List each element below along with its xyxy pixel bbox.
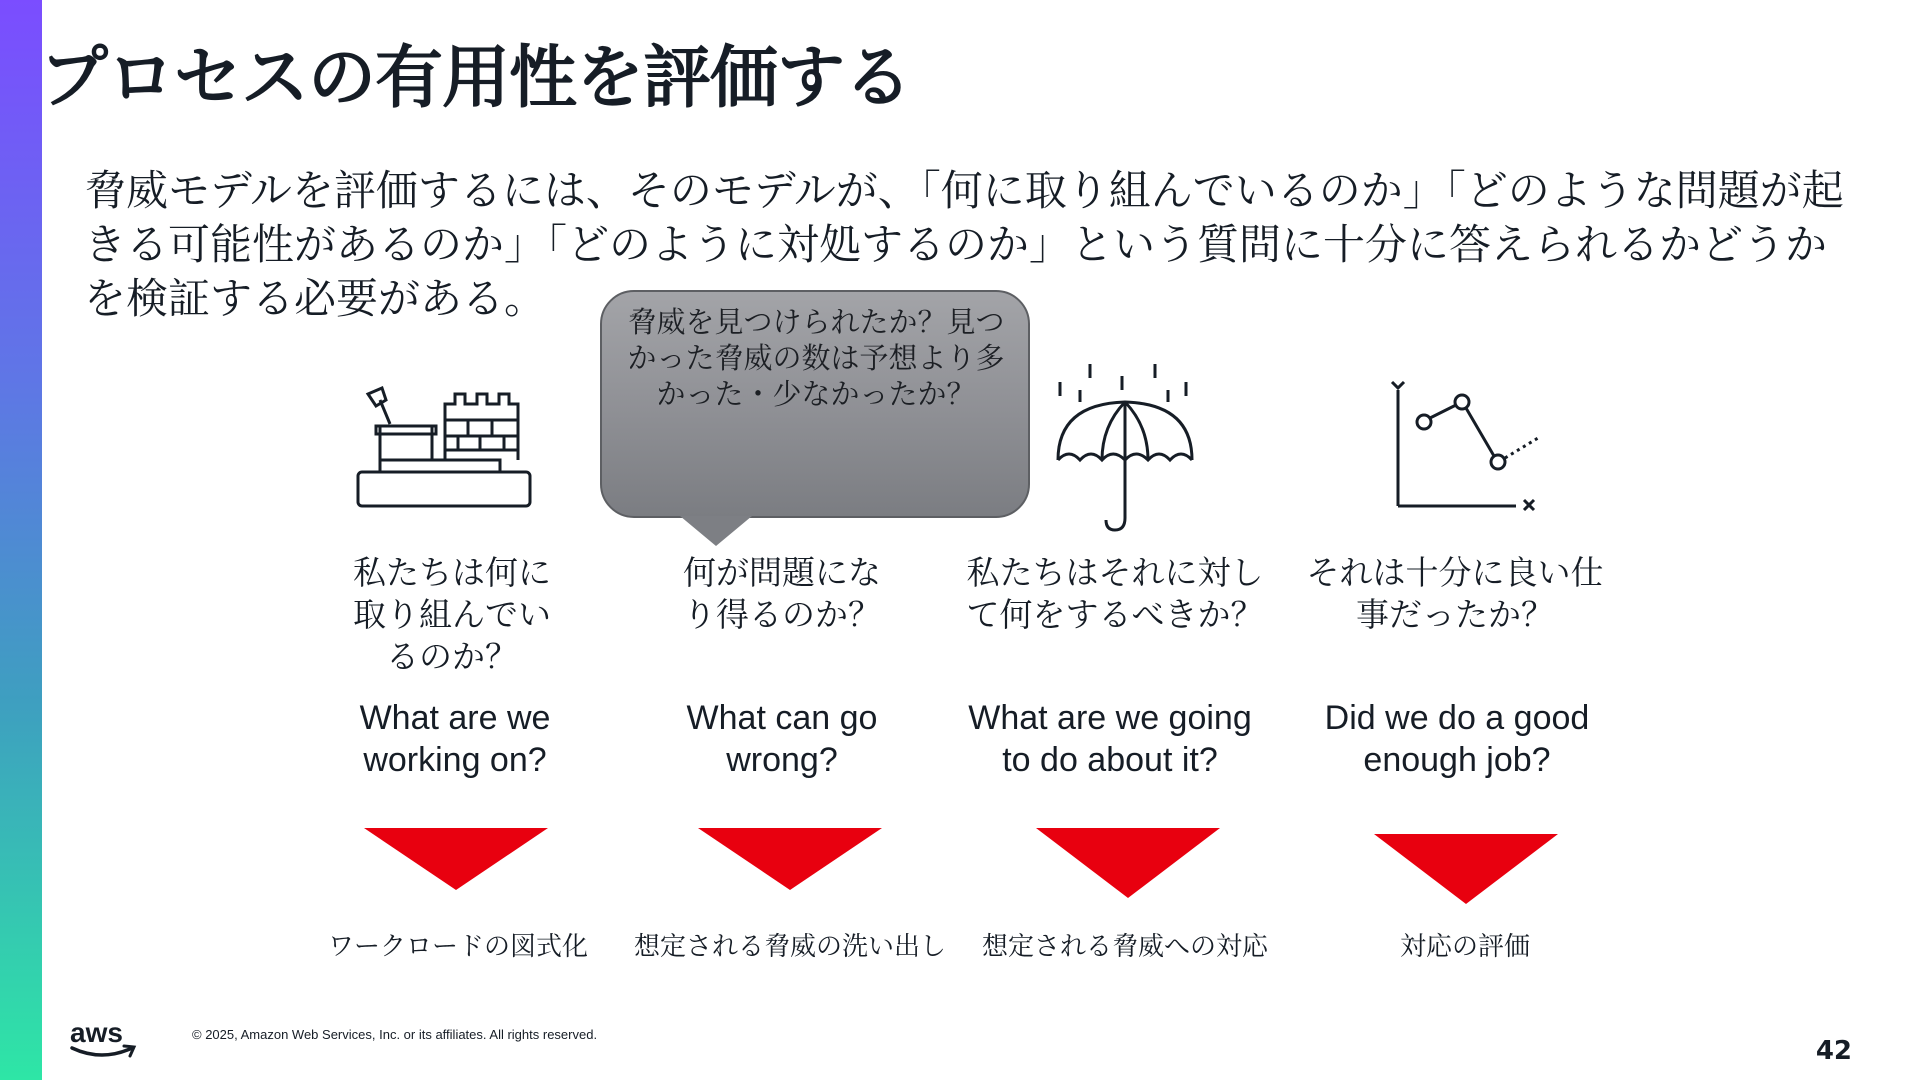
down-triangle-1 [364,828,548,890]
copyright-text: © 2025, Amazon Web Services, Inc. or its affiliates. All rights reserved. [192,1027,598,1042]
question-jp-3: 私たちはそれに対して何をするべきか？ [966,553,1264,634]
step-label-4: 対応の評価 [1399,932,1530,962]
aws-logo-icon [68,1014,142,1062]
callout-tail [680,516,752,546]
step-label-1: ワークロードの図式化 [327,932,588,962]
question-en-2: What can go wrong? [686,699,878,779]
down-triangle-3 [1036,828,1220,898]
svg-text:aws: aws [70,1017,123,1048]
umbrella-icon [1050,360,1200,536]
page-number: 42 [1815,1036,1852,1066]
callout-text: 脅威を見つけられたか？見つかった脅威の数は予想より多かった・少なかったか？ [627,305,1005,411]
step-label-3: 想定される脅威への対応 [981,932,1268,962]
lead-paragraph: 脅威モデルを評価するには、そのモデルが、「何に取り組んでいるのか」「どのような問題が起きる可能性があるのか」「どのように対処するのか」という質問に十分に答えられるかどうかを検証する必要がある。 [84,166,1844,323]
question-en-1: What are we working on? [359,699,551,779]
slide-title: プロセスの有用性を評価する [40,39,912,118]
step-label-2: 想定される脅威の洗い出し [633,932,946,962]
question-en-3: What are we going to do about it? [968,699,1252,779]
line-chart-icon [1388,376,1548,518]
down-triangle-2 [698,828,882,890]
sandcastle-icon [350,380,540,520]
question-jp-4: それは十分に良い仕事だったか？ [1306,553,1604,634]
down-triangle-4 [1374,834,1558,904]
accent-gradient-bar [0,0,42,1080]
question-jp-1: 私たちは何に取り組んでいるのか？ [353,553,551,676]
question-en-4: Did we do a good enough job? [1324,699,1590,779]
question-jp-2: 何が問題になり得るのか？ [683,553,881,634]
